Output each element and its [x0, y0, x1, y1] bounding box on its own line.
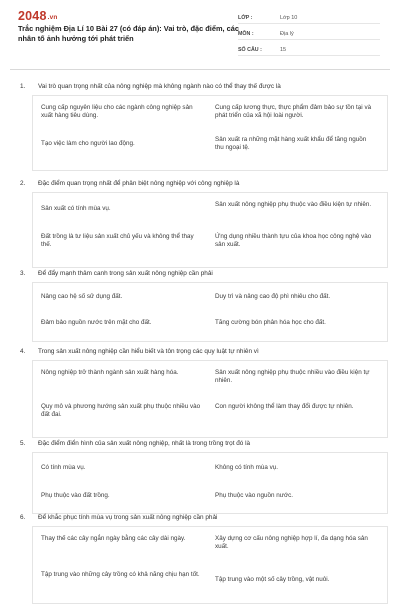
option-b[interactable]: Sản xuất nông nghiệp phụ thuộc nhiều vào điều kiện tự nhiên.: [215, 369, 370, 385]
header-divider: [10, 69, 390, 70]
option-d[interactable]: Sản xuất ra những mặt hàng xuất khẩu để tăng nguồn thu ngoại tệ.: [215, 136, 367, 152]
option-b[interactable]: Duy trì và nâng cao độ phì nhiêu cho đất.: [215, 293, 331, 300]
option-d[interactable]: Con người không thể làm thay đổi được tự nhiên.: [215, 403, 354, 410]
question-text: Đặc điểm điển hình của sản xuất nông nghiệp, nhất là trong trồng trọt đó là: [38, 440, 251, 447]
option-c[interactable]: Quy mô và phương hướng sản xuất phụ thuộc nhiều vào đất đai.: [41, 403, 201, 419]
document-header: [10, 0, 390, 62]
question-text: Vai trò quan trọng nhất của nông nghiệp mà không ngành nào có thể thay thế được là: [38, 83, 281, 90]
site-logo[interactable]: [18, 9, 58, 23]
question-number: 6.: [20, 514, 26, 521]
question-text: Trong sản xuất nông nghiệp cần hiểu biết và tôn trọng các quy luật tự nhiên vì: [38, 348, 259, 355]
options-box: [32, 360, 388, 438]
option-d[interactable]: Ứng dụng nhiều thành tựu của khoa học công nghệ vào sản xuất.: [215, 233, 372, 249]
question-number: 5.: [20, 440, 26, 447]
option-b[interactable]: Không có tính mùa vụ.: [215, 464, 279, 471]
meta-value: Địa lý: [280, 30, 294, 37]
meta-row-count: [238, 44, 380, 56]
options-box: [32, 282, 388, 342]
option-d[interactable]: Tăng cường bón phân hóa học cho đất.: [215, 319, 326, 326]
option-a[interactable]: Nông nghiệp trở thành ngành sản xuất hàng hóa.: [41, 369, 179, 376]
option-c[interactable]: Tạo việc làm cho người lao động.: [41, 140, 135, 147]
option-d[interactable]: Tập trung vào một số cây trồng, vật nuôi.: [215, 576, 330, 583]
meta-row-class: [238, 12, 380, 24]
options-box: [32, 452, 388, 514]
option-a[interactable]: Có tính mùa vụ.: [41, 464, 86, 471]
page-title: Trắc nghiệm Địa Lí 10 Bài 27 (có đáp án): Vai trò, đặc điểm, các nhân tố ảnh hưởng tới phát triển: [18, 24, 239, 43]
meta-value: Lớp 10: [280, 14, 298, 21]
option-c[interactable]: Đảm bảo nguồn nước trên mặt cho đất.: [41, 319, 152, 326]
option-c[interactable]: Đất trồng là tư liệu sản xuất chủ yếu và không thể thay thế.: [41, 233, 194, 249]
options-box: [32, 95, 388, 171]
question-number: 1.: [20, 83, 26, 90]
question-text: Để đẩy mạnh thâm canh trong sản xuất nông nghiệp cần phải: [38, 270, 213, 277]
meta-label: MÔN :: [238, 30, 254, 37]
option-a[interactable]: Nâng cao hệ số sử dụng đất.: [41, 293, 123, 300]
question-text: Để khắc phục tính mùa vụ trong sản xuất nông nghiệp cần phải: [38, 514, 218, 521]
options-box: [32, 192, 388, 268]
option-b[interactable]: Xây dựng cơ cấu nông nghiệp hợp lí, đa dạng hóa sản xuất.: [215, 535, 368, 551]
option-c[interactable]: Tập trung vào những cây trồng có khả năng chịu hạn tốt.: [41, 571, 200, 578]
question-number: 3.: [20, 270, 26, 277]
logo-suffix: .vn: [47, 14, 58, 21]
question-text: Đặc điểm quan trọng nhất để phân biệt nông nghiệp với công nghiệp là: [38, 180, 240, 187]
option-b[interactable]: Sản xuất nông nghiệp phụ thuộc vào điều kiện tự nhiên.: [215, 201, 372, 208]
option-b[interactable]: Cung cấp lương thực, thực phẩm đảm bảo sự tồn tại và phát triển của xã hội loài người.: [215, 104, 372, 120]
meta-value: 15: [280, 46, 287, 53]
option-a[interactable]: Cung cấp nguyên liệu cho các ngành công nghiệp sản xuất hàng tiêu dùng.: [41, 104, 193, 120]
option-d[interactable]: Phụ thuộc vào nguồn nước.: [215, 492, 294, 499]
question-number: 4.: [20, 348, 26, 355]
meta-label: SỐ CÂU :: [238, 46, 262, 53]
question-number: 2.: [20, 180, 26, 187]
meta-row-subject: [238, 28, 380, 40]
logo-text: 2048: [18, 9, 47, 23]
meta-label: LỚP :: [238, 14, 253, 21]
option-a[interactable]: Sản xuất có tính mùa vụ.: [41, 205, 111, 212]
meta-info: [238, 12, 380, 60]
option-c[interactable]: Phụ thuộc vào đất trồng.: [41, 492, 110, 499]
options-box: [32, 526, 388, 604]
option-a[interactable]: Thay thế các cây ngắn ngày bằng các cây dài ngày.: [41, 535, 186, 542]
